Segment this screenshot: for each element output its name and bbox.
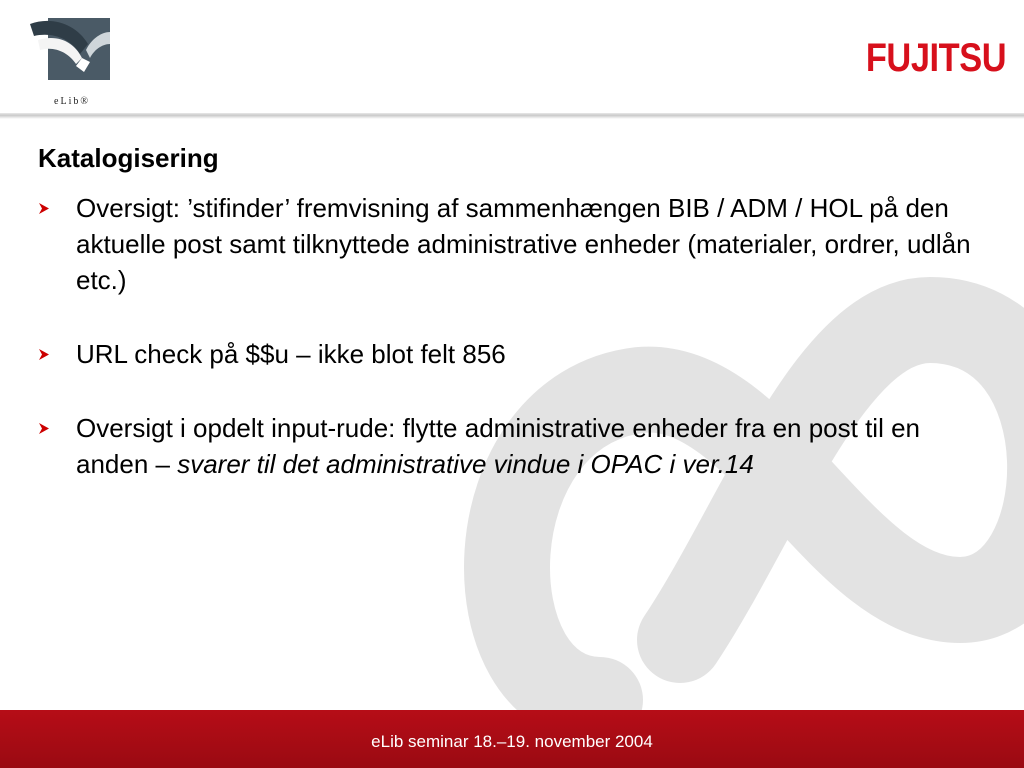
fujitsu-logo: FUJITSU bbox=[865, 36, 1006, 80]
elib-logo bbox=[30, 14, 114, 107]
bullet-text: Oversigt i opdelt input-rude: flytte administrative enheder fra en post til en anden – bbox=[76, 413, 920, 479]
bullet-text: Oversigt: ’stifinder’ fremvisning af sammenhængen BIB / ADM / HOL på den aktuelle post samt tilknyttede administrative enheder (materialer, ordrer, udlån etc.) bbox=[76, 193, 971, 295]
slide-content bbox=[38, 140, 998, 482]
slide-heading: Katalogisering bbox=[38, 143, 219, 173]
slide-header bbox=[0, 0, 1024, 116]
elib-book-icon bbox=[30, 14, 114, 86]
arrowhead-bullet-icon bbox=[38, 348, 50, 361]
footer-text: eLib seminar 18.–19. november 2004 bbox=[371, 732, 653, 751]
bullet-list bbox=[38, 190, 998, 482]
slide-footer bbox=[0, 710, 1024, 768]
bullet-item bbox=[38, 190, 998, 298]
arrowhead-bullet-icon bbox=[38, 422, 50, 435]
bullet-text: URL check på $$u – ikke blot felt 856 bbox=[76, 339, 506, 369]
arrowhead-bullet-icon bbox=[38, 202, 50, 215]
elib-wordmark: eLib® bbox=[54, 96, 90, 107]
header-divider bbox=[0, 113, 1024, 119]
bullet-item bbox=[38, 410, 998, 482]
bullet-emphasis: svarer til det administrative vindue i OPAC i ver.14 bbox=[177, 449, 754, 479]
bullet-item bbox=[38, 336, 998, 372]
